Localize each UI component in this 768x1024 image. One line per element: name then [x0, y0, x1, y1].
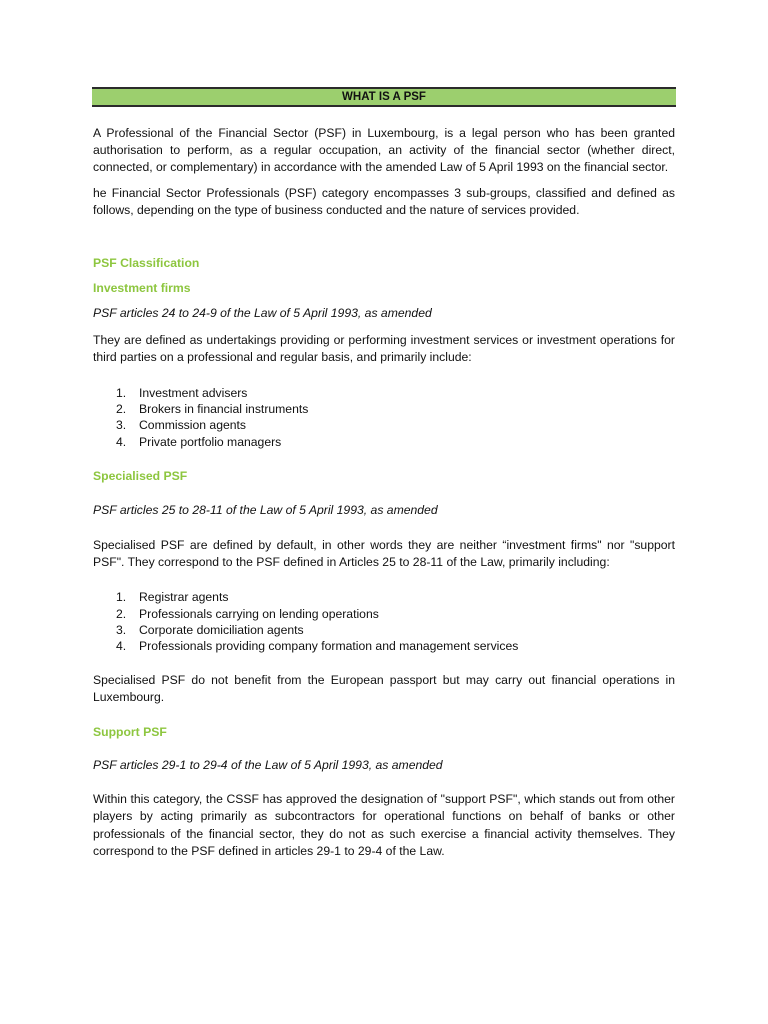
support-psf-heading: Support PSF — [93, 725, 167, 740]
list-item — [93, 589, 675, 605]
list-item-number: 4. — [116, 434, 127, 449]
list-item-number: 1. — [116, 590, 127, 605]
list-item — [93, 385, 675, 401]
list-item-number: 1. — [116, 385, 127, 400]
list-item — [93, 417, 675, 433]
list-item — [93, 434, 675, 450]
investment-firms-description: They are defined as undertakings providing or performing investment services or investment operations for third parties on a professional and regular basis, and primarily include: — [93, 333, 675, 365]
list-item-text: Professionals carrying on lending operations — [139, 606, 379, 621]
specialised-psf-list — [93, 589, 675, 654]
list-item — [93, 401, 675, 417]
document-body — [93, 125, 675, 860]
specialised-psf-description: Specialised PSF are defined by default, in other words they are neither “investment firms" nor "support PSF". They correspond to the PSF defined in Articles 25 to 28-11 of the Law, primarily including: — [93, 538, 675, 570]
list-item-text: Private portfolio managers — [139, 434, 282, 449]
list-item-text: Investment advisers — [139, 385, 248, 400]
specialised-psf-note: Specialised PSF do not benefit from the European passport but may carry out financial operations in Luxembourg. — [93, 672, 675, 704]
list-item-text: Brokers in financial instruments — [139, 401, 309, 416]
list-item-text: Commission agents — [139, 418, 247, 433]
list-item-number: 4. — [116, 639, 127, 654]
support-psf-description: Within this category, the CSSF has approved the designation of "support PSF", which stands out from other players by acting primarily as subcontractors for operational functions on behalf of banks or other professionals of the financial sector, they do not as such exercise a financial activity themselves. They correspond to the PSF defined in articles 29-1 to 29-4 of the Law. — [93, 792, 675, 858]
list-item-number: 2. — [116, 401, 127, 416]
investment-firms-reference: PSF articles 24 to 24-9 of the Law of 5 April 1993, as amended — [93, 306, 432, 321]
list-item-number: 3. — [116, 623, 127, 638]
list-item — [93, 606, 675, 622]
list-item-number: 2. — [116, 606, 127, 621]
investment-firms-list — [93, 385, 675, 450]
list-item — [93, 638, 675, 654]
classification-heading: PSF Classification — [93, 256, 200, 271]
intro-paragraph-1: A Professional of the Financial Sector (PSF) in Luxembourg, is a legal person who has been granted authorisation to perform, as a regular occupation, an activity of the financial sector (whether direct, connected, or complementary) in accordance with the amended Law of 5 April 1993 on the financial sector. — [93, 126, 675, 175]
list-item-text: Professionals providing company formation and management services — [139, 639, 519, 654]
investment-firms-heading: Investment firms — [93, 281, 191, 296]
list-item-text: Corporate domiciliation agents — [139, 623, 304, 638]
list-item — [93, 622, 675, 638]
page-title: WHAT IS A PSF — [92, 87, 676, 107]
support-psf-reference: PSF articles 29-1 to 29-4 of the Law of 5 April 1993, as amended — [93, 758, 443, 773]
list-item-number: 3. — [116, 418, 127, 433]
list-item-text: Registrar agents — [139, 590, 229, 605]
intro-paragraph-2: he Financial Sector Professionals (PSF) category encompasses 3 sub-groups, classified and defined as follows, depending on the type of business conducted and the nature of services provided. — [93, 185, 675, 217]
specialised-psf-reference: PSF articles 25 to 28-11 of the Law of 5 April 1993, as amended — [93, 502, 438, 517]
specialised-psf-heading: Specialised PSF — [93, 468, 188, 483]
